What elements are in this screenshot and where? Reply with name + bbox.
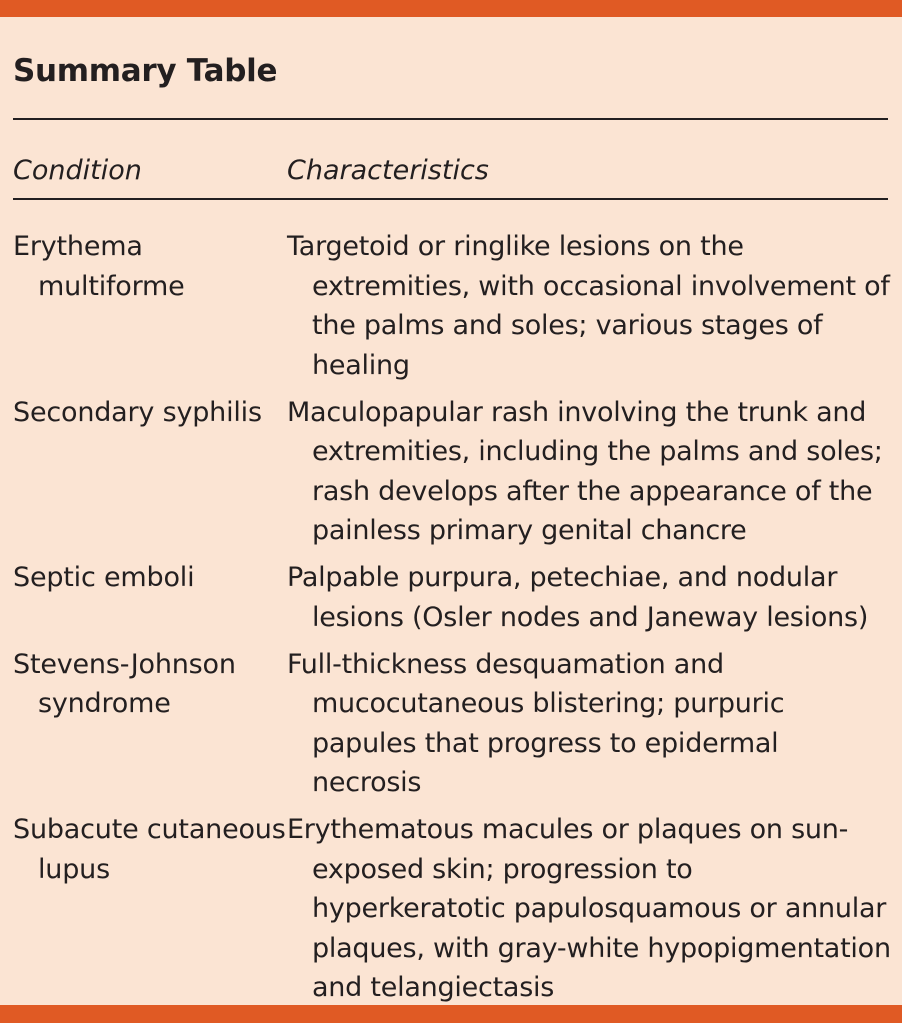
characteristics-cell: Palpable purpura, petechiae, and nodular lesions (Osler nodes and Janeway lesions) — [287, 562, 869, 633]
characteristics-cell: Maculopapular rash involving the trunk and extremities, including the palms and soles; rash develops after the appearance of the painless primary genital chancre — [287, 396, 883, 546]
characteristics-cell: Targetoid or ringlike lesions on the extremities, with occasional involvement of the palms and soles; various stages of healing — [287, 231, 890, 381]
table-title: Summary Table — [13, 53, 278, 89]
condition-cell: Secondary syphilis — [13, 396, 262, 428]
column-header-characteristics: Characteristics — [287, 155, 489, 186]
characteristics-cell: Full-thickness desquamation and mucocutaneous blistering; purpuric papules that progress to epidermal necrosis — [287, 648, 785, 798]
condition-cell: Septic emboli — [13, 562, 195, 593]
column-header-condition: Condition — [13, 155, 142, 186]
top-accent-bar — [0, 0, 902, 17]
table-row — [13, 558, 893, 637]
table-row — [13, 393, 893, 551]
table-row — [13, 227, 893, 385]
table-row — [13, 645, 893, 803]
condition-cell: Stevens-Johnson syndrome — [13, 648, 236, 719]
condition-cell: Erythema multiforme — [13, 231, 185, 302]
condition-cell: Subacute cutaneous lupus — [13, 814, 286, 885]
table-body — [13, 227, 893, 1015]
bottom-accent-bar — [0, 1005, 902, 1023]
characteristics-cell: Erythematous macules or plaques on sun-exposed skin; progression to hyperkeratotic papulosquamous or annular plaques, with gray-white hypopigmentation and telangiectasis — [287, 814, 891, 1003]
header-divider — [13, 198, 888, 200]
table-row — [13, 810, 893, 1008]
title-divider — [13, 118, 888, 120]
